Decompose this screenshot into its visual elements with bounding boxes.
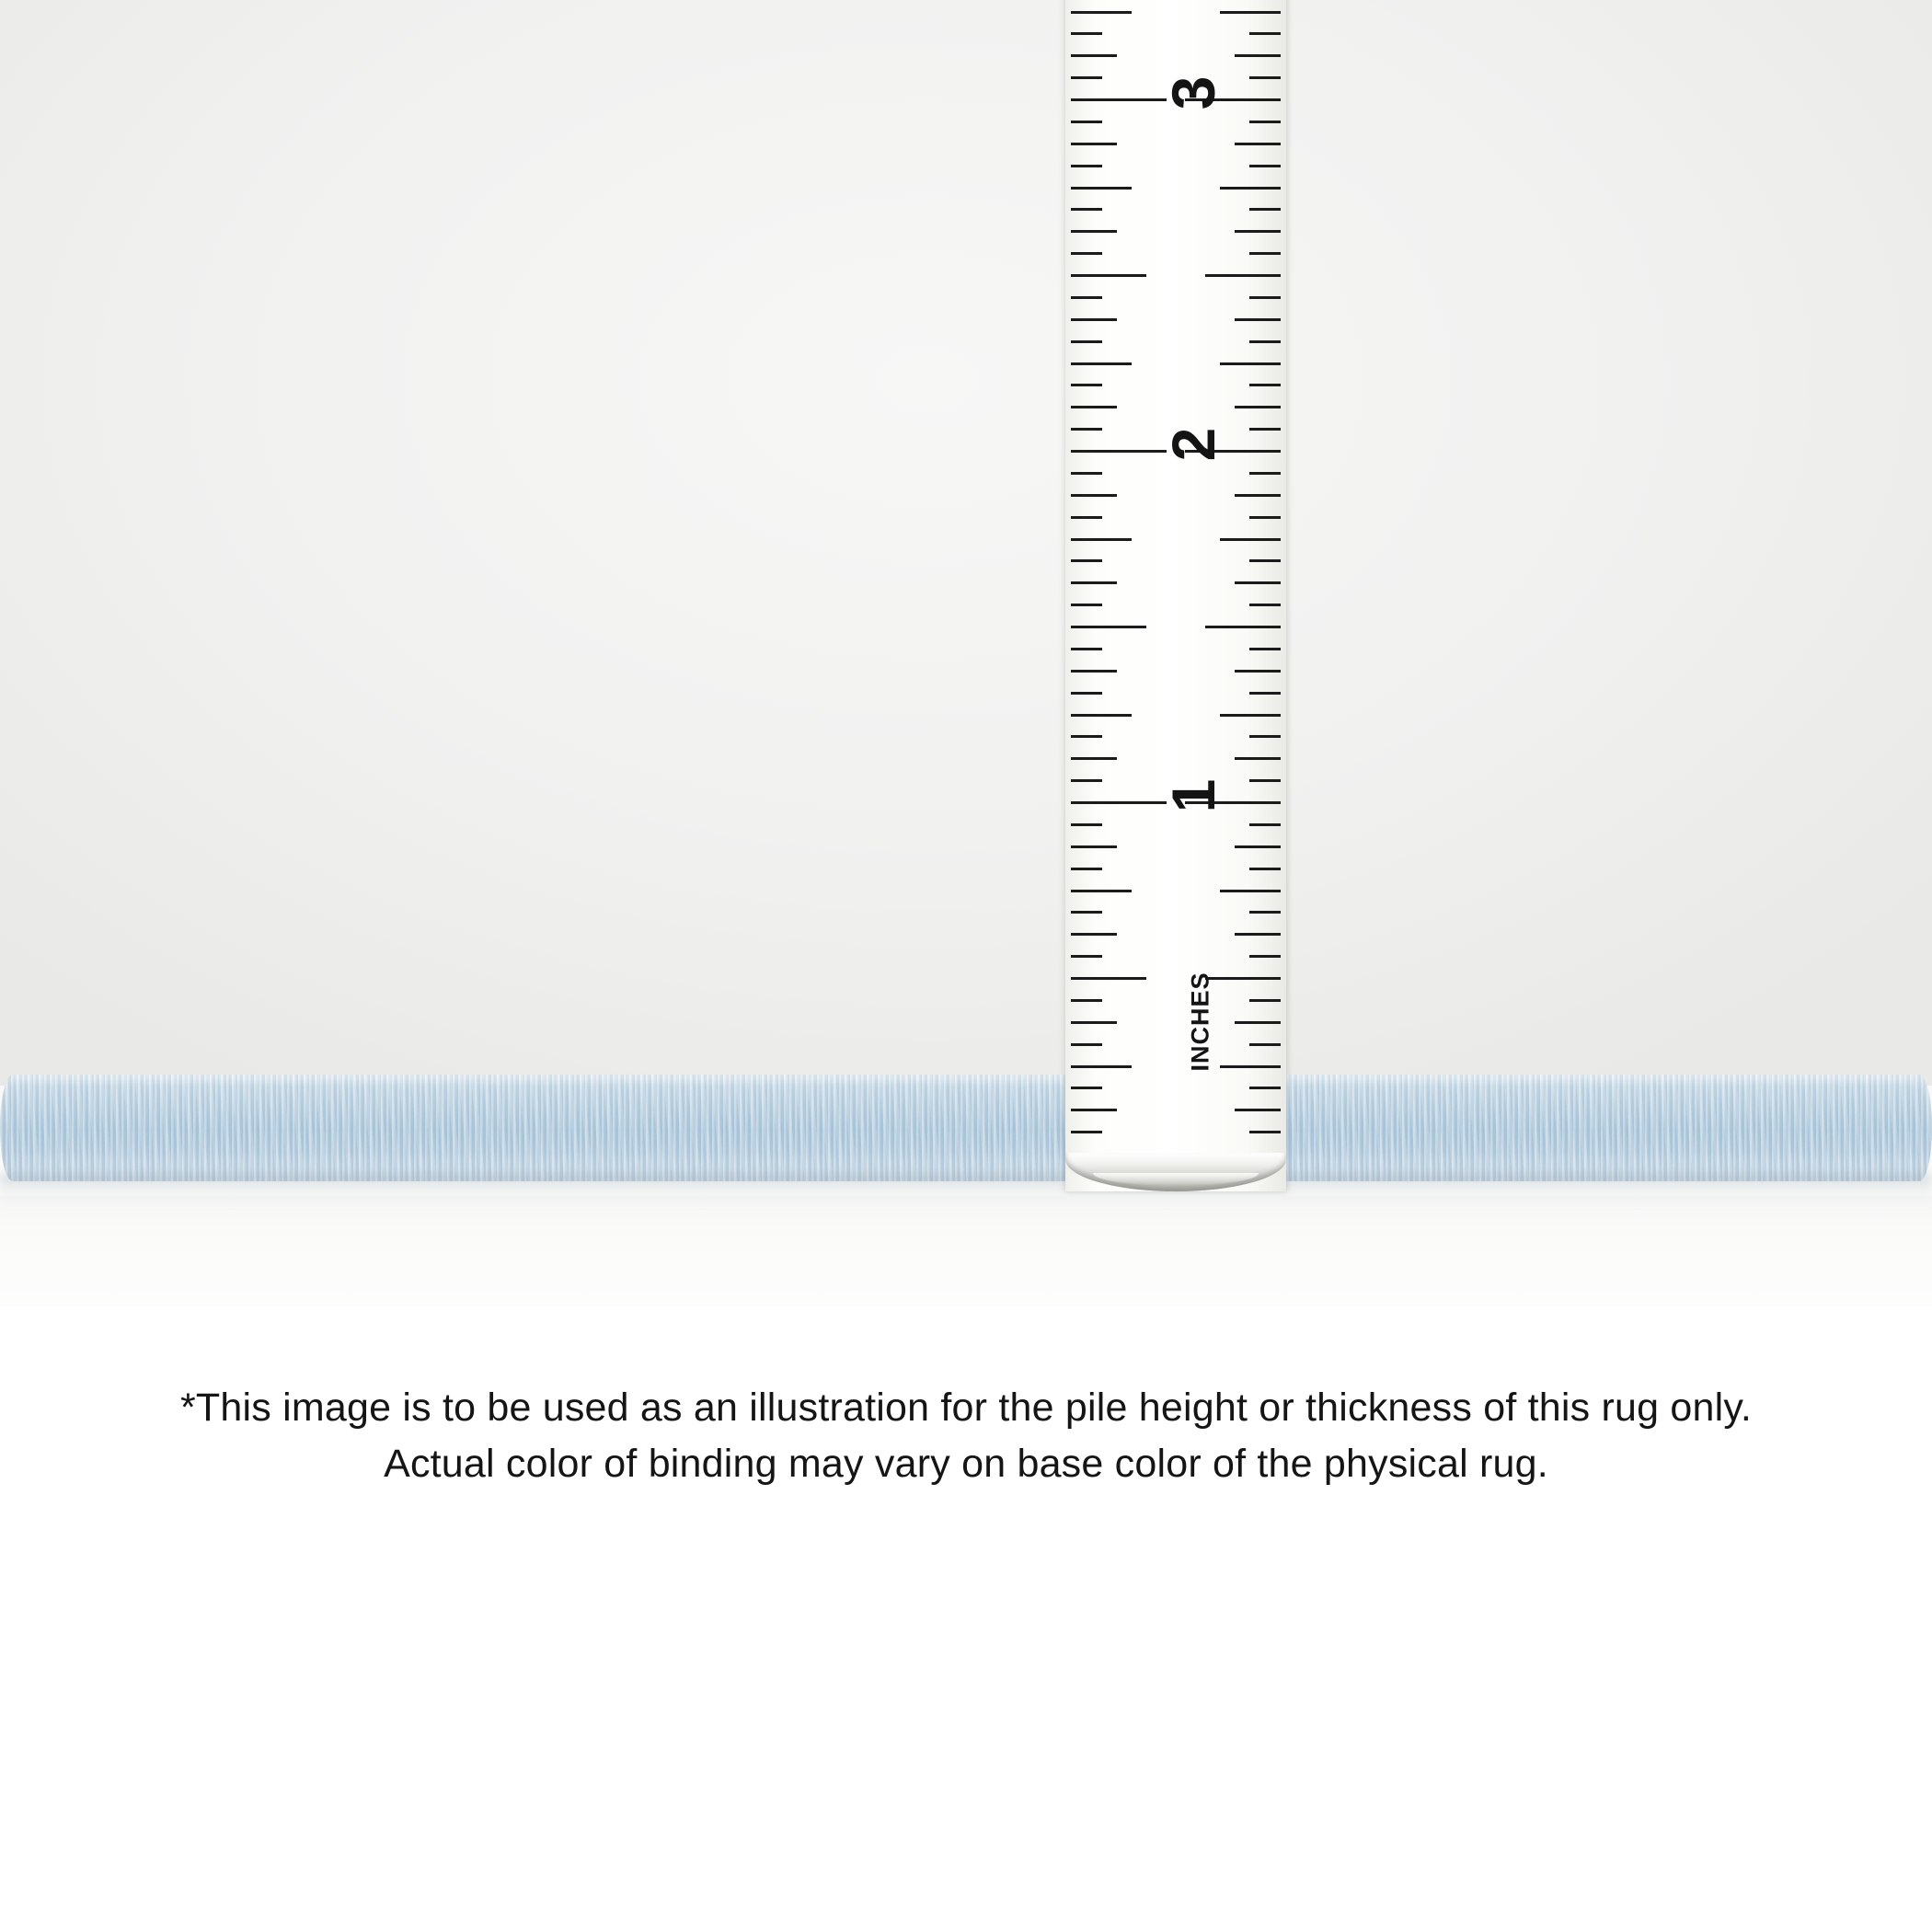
- ruler-tick: [1249, 472, 1281, 475]
- ruler-tick: [1249, 911, 1281, 914]
- ruler-tick: [1249, 296, 1281, 299]
- ruler-tick: [1071, 757, 1117, 760]
- ruler-tick: [1235, 757, 1281, 760]
- ruler-tick: [1071, 165, 1102, 167]
- ruler-tick: [1071, 648, 1102, 650]
- caption-line-1: *This image is to be used as an illustration for the pile height or thickness of this rug only.: [179, 1386, 1753, 1430]
- ruler-tick: [1071, 999, 1102, 1002]
- ruler-tick: [1235, 318, 1281, 321]
- ruler-tick: [1205, 274, 1281, 277]
- ruler-tick: [1220, 1065, 1281, 1068]
- ruler-tick: [1071, 977, 1146, 980]
- ruler-number-1: 1: [1159, 778, 1227, 813]
- ruler-tick: [1249, 165, 1281, 167]
- ruler-tick: [1071, 670, 1117, 673]
- ruler-tick: [1071, 779, 1102, 782]
- ruler-tick: [1071, 76, 1102, 79]
- ruler-tick: [1235, 1109, 1281, 1111]
- ruler-tick: [1071, 54, 1117, 57]
- ruler-tick: [1235, 230, 1281, 233]
- ruler-tick: [1071, 121, 1102, 123]
- ruler-tick: [1249, 76, 1281, 79]
- ruler-tick: [1249, 823, 1281, 826]
- ruler-tick: [1249, 648, 1281, 650]
- ruler-tick: [1249, 999, 1281, 1002]
- ruler-tick: [1071, 823, 1102, 826]
- surface-floor: [0, 1196, 1932, 1306]
- ruler-tick: [1071, 1043, 1102, 1046]
- ruler-tick: [1249, 1131, 1281, 1133]
- ruler-tick: [1235, 494, 1281, 497]
- ruler-tick: [1235, 581, 1281, 584]
- ruler-tick: [1205, 977, 1281, 980]
- ruler-tick: [1235, 54, 1281, 57]
- ruler-unit-label: INCHES: [1186, 972, 1214, 1072]
- ruler-tick: [1220, 362, 1281, 365]
- ruler-tick: [1249, 779, 1281, 782]
- ruler-tick: [1071, 581, 1117, 584]
- ruler-tick: [1071, 735, 1102, 738]
- ruler-tick: [1235, 670, 1281, 673]
- ruler-tick: [1071, 362, 1132, 365]
- ruler-tick: [1071, 845, 1117, 848]
- ruler-tick: [1249, 955, 1281, 958]
- ruler-tick: [1235, 143, 1281, 145]
- caption-block: [0, 1380, 1932, 1492]
- ruler-tick: [1249, 692, 1281, 695]
- ruler-tick: [1249, 208, 1281, 211]
- ruler-tick: [1071, 911, 1102, 914]
- ruler-tick: [1249, 516, 1281, 519]
- ruler-tick: [1071, 208, 1102, 211]
- ruler-tick: [1249, 868, 1281, 870]
- ruler-tick: [1071, 516, 1102, 519]
- ruler-tick: [1071, 955, 1102, 958]
- ruler-tick: [1249, 559, 1281, 562]
- ruler-tick: [1071, 450, 1167, 453]
- ruler-tick: [1071, 11, 1132, 14]
- ruler-tick: [1071, 933, 1117, 936]
- ruler-tick: [1071, 274, 1146, 277]
- ruler-number-2: 2: [1159, 427, 1227, 462]
- ruler-tick: [1071, 340, 1102, 343]
- ruler-tick: [1071, 1109, 1117, 1111]
- ruler-number-3: 3: [1159, 75, 1227, 110]
- ruler-tick: [1071, 1131, 1102, 1133]
- ruler-tick: [1071, 626, 1146, 628]
- ruler-tick: [1071, 230, 1117, 233]
- rug-weave-highlight: [0, 1075, 1932, 1181]
- ruler-tick: [1071, 714, 1132, 717]
- ruler-tick: [1220, 714, 1281, 717]
- tape-measure-tip-shine: [1093, 1173, 1259, 1186]
- tape-measure: [1065, 0, 1286, 1191]
- ruler-tick: [1249, 735, 1281, 738]
- ruler-tick: [1071, 428, 1102, 431]
- ruler-tick: [1071, 296, 1102, 299]
- ruler-tick: [1071, 692, 1102, 695]
- ruler-tick: [1071, 384, 1102, 386]
- rug-drop-shadow: [0, 1174, 1932, 1205]
- ruler-tick: [1071, 1021, 1117, 1024]
- ruler-tick: [1071, 868, 1102, 870]
- ruler-tick: [1071, 32, 1102, 35]
- ruler-tick: [1071, 801, 1167, 804]
- ruler-tick: [1071, 472, 1102, 475]
- ruler-tick: [1235, 406, 1281, 408]
- ruler-tick: [1071, 494, 1117, 497]
- ruler-tick: [1071, 98, 1167, 101]
- ruler-ticks-left: [1065, 0, 1176, 1191]
- ruler-tick: [1235, 1021, 1281, 1024]
- ruler-tick: [1071, 604, 1102, 606]
- rug-binding-edge: [0, 1075, 1932, 1200]
- ruler-tick: [1220, 538, 1281, 541]
- ruler-tick: [1249, 252, 1281, 255]
- ruler-tick: [1249, 121, 1281, 123]
- ruler-tick: [1071, 318, 1117, 321]
- ruler-tick: [1220, 187, 1281, 190]
- ruler-tick: [1220, 890, 1281, 892]
- ruler-tick: [1205, 626, 1281, 628]
- ruler-tick: [1249, 604, 1281, 606]
- ruler-tick: [1249, 384, 1281, 386]
- ruler-tick: [1071, 538, 1132, 541]
- ruler-tick: [1235, 933, 1281, 936]
- ruler-tick: [1071, 559, 1102, 562]
- ruler-tick: [1249, 1087, 1281, 1089]
- ruler-tick: [1071, 1087, 1102, 1089]
- ruler-tick: [1071, 406, 1117, 408]
- ruler-tick: [1071, 890, 1132, 892]
- ruler-tick: [1249, 32, 1281, 35]
- ruler-tick: [1220, 11, 1281, 14]
- ruler-tick: [1071, 187, 1132, 190]
- caption-line-2: Actual color of binding may vary on base color of the physical rug.: [384, 1442, 1548, 1487]
- ruler-tick: [1249, 1043, 1281, 1046]
- ruler-tick: [1249, 428, 1281, 431]
- ruler-tick: [1235, 845, 1281, 848]
- ruler-tick: [1071, 252, 1102, 255]
- ruler-tick: [1249, 340, 1281, 343]
- ruler-tick: [1071, 1065, 1132, 1068]
- ruler-tick: [1071, 143, 1117, 145]
